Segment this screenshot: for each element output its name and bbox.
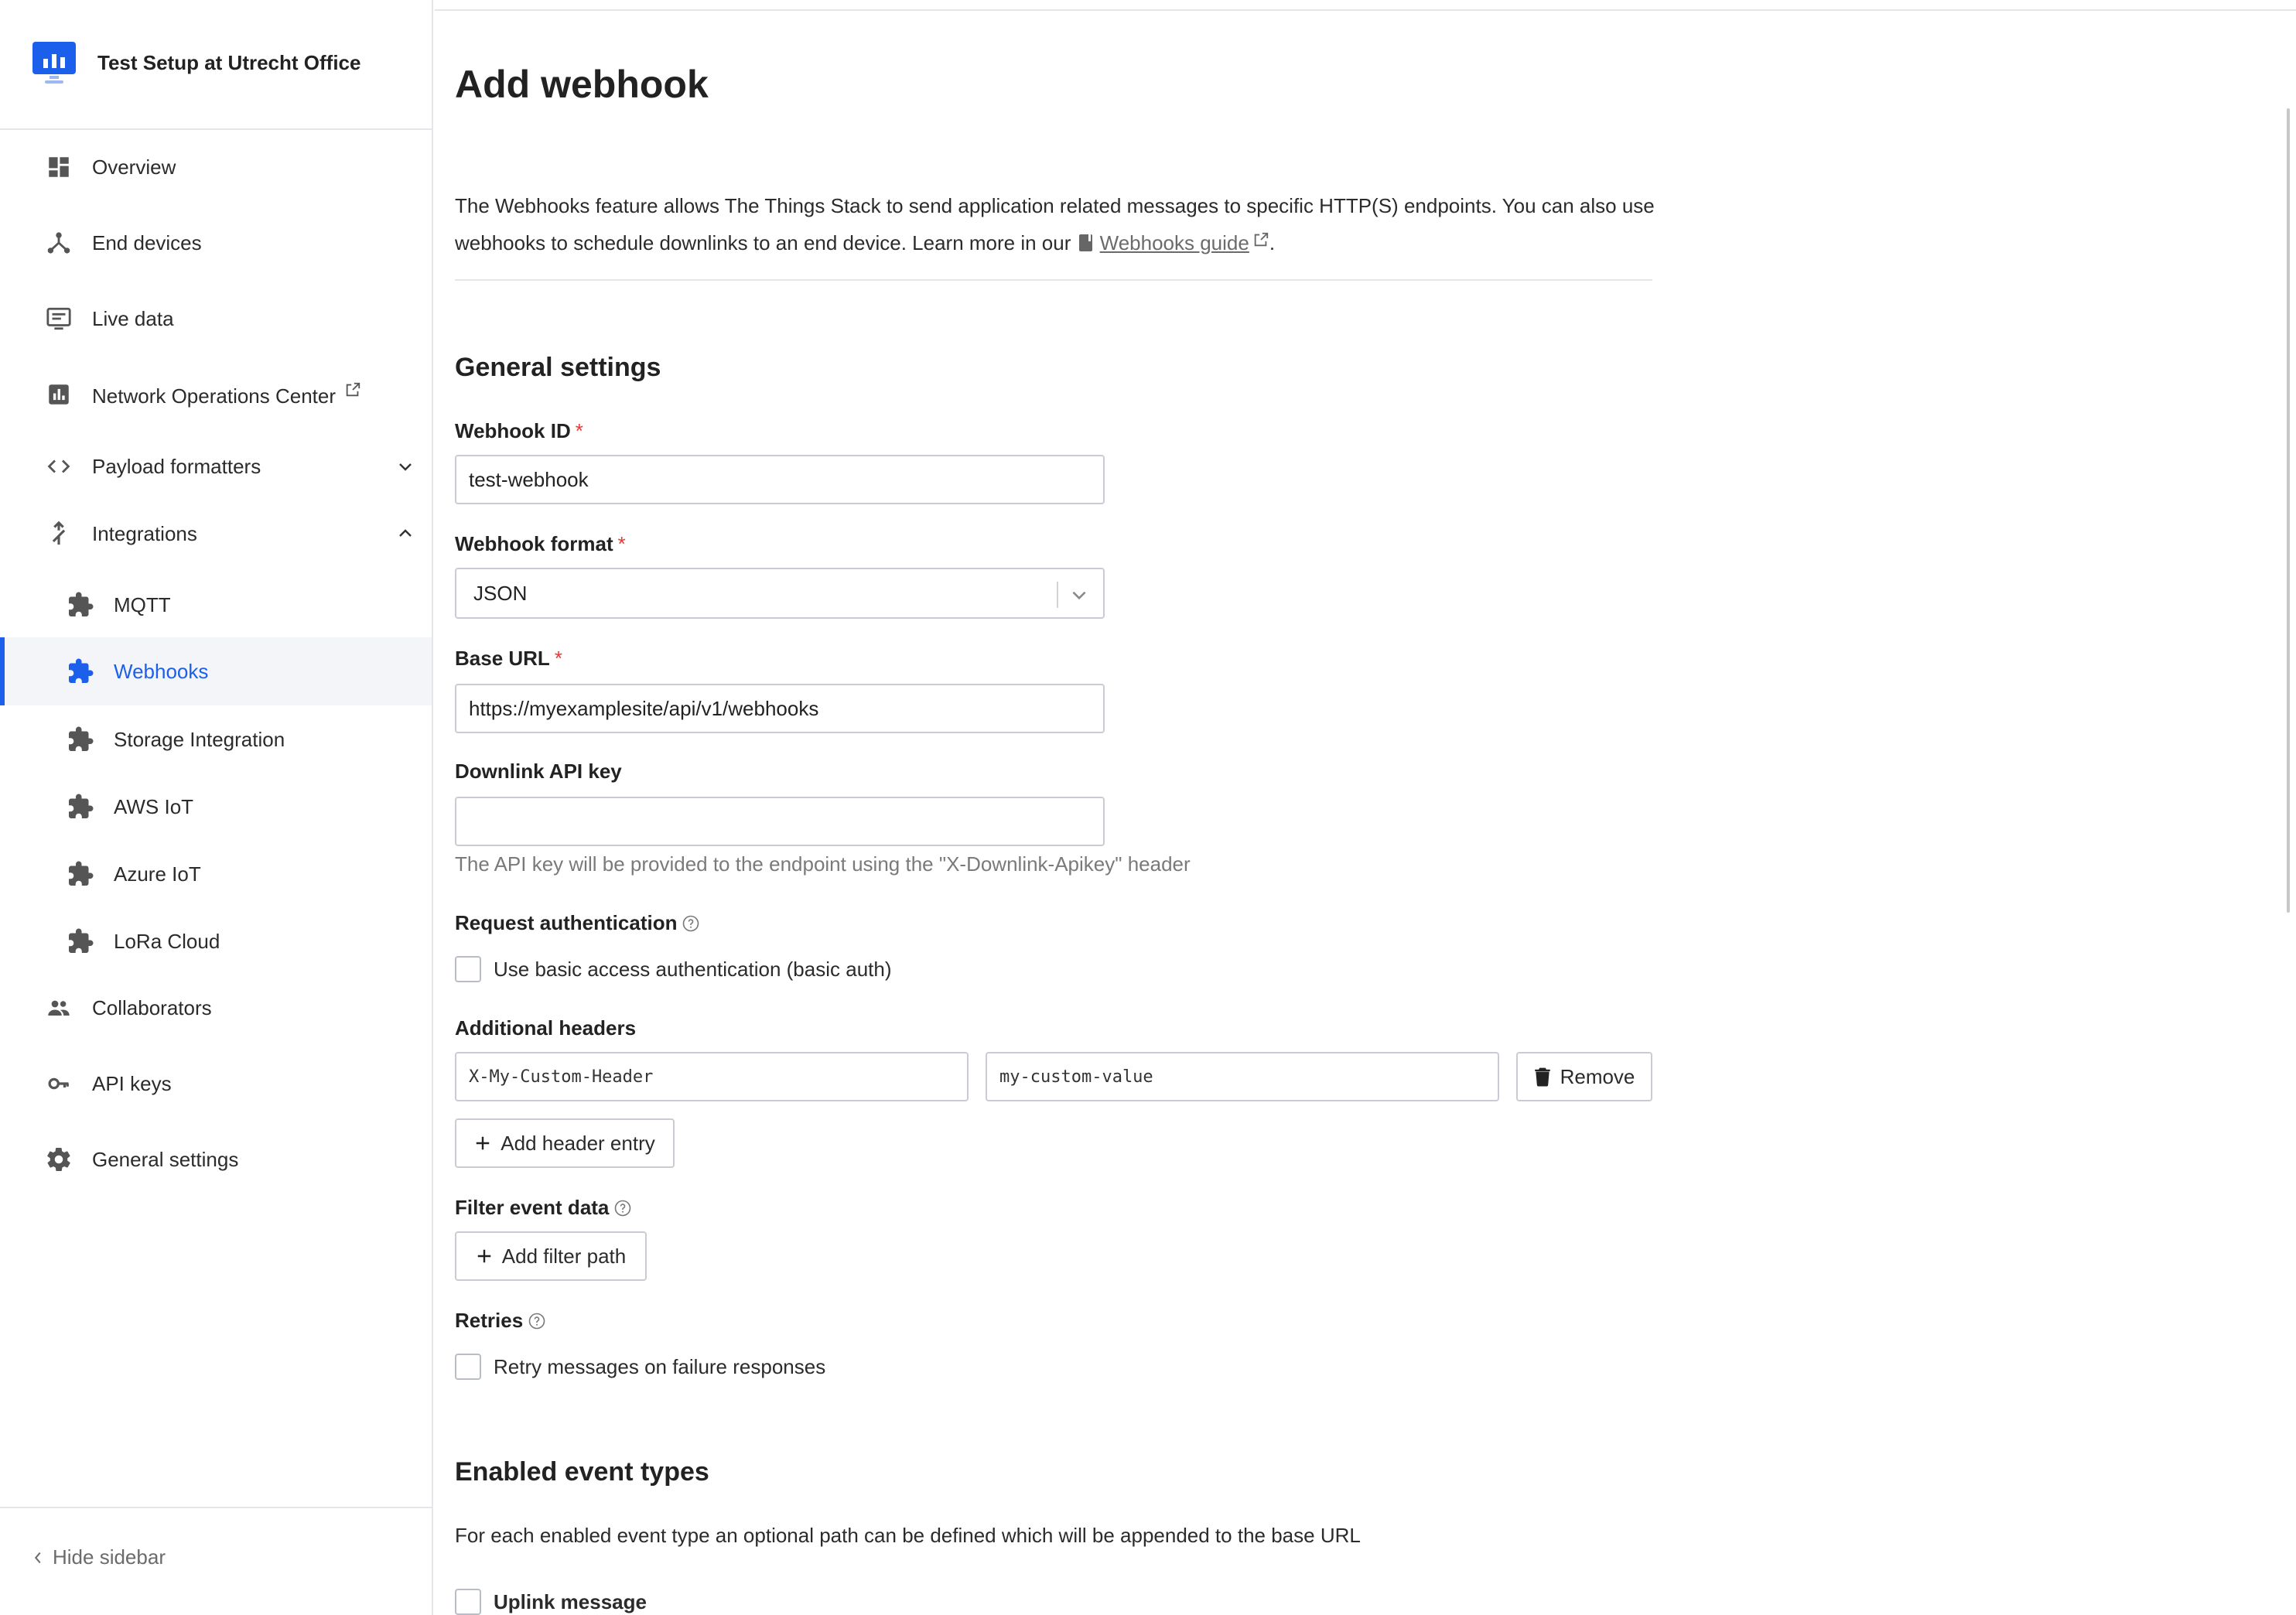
downlink-api-key-label-text: Downlink API key [455,760,622,783]
sidebar-item-label: Integrations [92,521,197,545]
application-name[interactable]: Test Setup at Utrecht Office [97,51,361,74]
puzzle-icon [65,724,96,755]
add-header-entry-label: Add header entry [501,1131,655,1155]
add-filter-path-button[interactable] [455,1231,647,1281]
required-marker: * [575,419,583,442]
downlink-api-key-input[interactable] [455,797,1105,846]
trash-icon [1534,1067,1551,1087]
sidebar-item-label: End devices [92,230,202,254]
sidebar-item-mqtt[interactable] [0,571,432,639]
base-url-label-text: Base URL [455,647,550,670]
chevron-down-icon[interactable] [395,456,416,477]
intro-end: . [1269,231,1276,254]
sidebar-item-label: Collaborators [92,995,212,1019]
sidebar-item-webhooks[interactable] [0,637,432,705]
basic-auth-checkbox[interactable] [455,956,481,982]
required-marker: * [617,532,626,555]
puzzle-icon [65,791,96,822]
webhooks-guide-link[interactable]: Webhooks guide [1099,231,1249,254]
chart-icon [43,379,74,410]
sidebar-item-aws-iot[interactable] [0,773,432,841]
downlink-api-key-hint: The API key will be provided to the endpoint using the "X-Downlink-Apikey" header [455,852,1191,876]
help-icon[interactable] [528,1312,546,1330]
additional-headers-label [455,1016,636,1040]
live-data-icon [43,303,74,334]
puzzle-icon [65,656,96,687]
webhook-id-label [455,419,583,443]
application-icon [31,40,77,85]
additional-headers-label-text: Additional headers [455,1016,637,1040]
plus-icon [474,1135,491,1152]
sidebar-item-payload-formatters[interactable] [0,432,432,500]
retries-label-text: Retries [455,1309,524,1332]
app-header [0,0,432,130]
webhook-format-value: JSON [473,581,528,605]
uplink-message-label: Uplink message [494,1589,647,1613]
sidebar-item-label: LoRa Cloud [114,929,220,953]
uplink-message-checkbox[interactable] [455,1589,481,1615]
puzzle-icon [65,859,96,889]
hide-sidebar-label: Hide sidebar [53,1545,166,1569]
overview-icon [43,152,74,183]
retries-checkbox-row[interactable] [455,1354,825,1380]
top-divider [435,9,2296,11]
sidebar-item-lora-cloud[interactable] [0,907,432,975]
request-authentication-label [455,911,700,935]
chevron-up-icon[interactable] [395,523,416,545]
sidebar-item-label: Live data [92,306,174,330]
uplink-message-checkbox-row[interactable] [455,1589,647,1615]
basic-auth-checkbox-row[interactable] [455,956,892,982]
event-types-description: For each enabled event type an optional path can be defined which will be appended to the base URL [455,1524,1361,1547]
plus-icon [476,1248,493,1265]
divider [455,279,1652,281]
downlink-api-key-label [455,760,622,784]
hide-sidebar-button[interactable] [31,1545,166,1569]
section-title-enabled-event-types: Enabled event types [455,1457,709,1487]
filter-event-data-label [455,1196,632,1220]
sidebar-item-label: Network Operations Center [92,384,337,408]
sidebar-item-end-devices[interactable] [0,209,432,277]
end-devices-icon [43,227,74,258]
chevron-down-icon [1066,582,1092,608]
add-header-entry-button[interactable] [455,1118,675,1168]
puzzle-icon [65,926,96,957]
help-icon[interactable] [682,914,700,933]
sidebar-item-overview[interactable] [0,133,432,201]
sidebar-item-label: AWS IoT [114,794,194,818]
sidebar-item-integrations[interactable] [0,500,432,568]
sidebar-item-label: Payload formatters [92,454,261,478]
retries-label [455,1309,546,1333]
sidebar-item-label: Webhooks [114,659,209,683]
book-icon [1077,233,1095,253]
sidebar-item-azure-iot[interactable] [0,840,432,908]
webhook-format-label-text: Webhook format [455,532,613,555]
base-url-input[interactable] [455,684,1105,733]
webhook-id-input[interactable] [455,455,1105,504]
external-link-icon [344,381,361,398]
sidebar-item-storage-integration[interactable] [0,705,432,773]
sidebar [0,0,433,1615]
help-icon[interactable] [613,1199,632,1217]
sidebar-item-live-data[interactable] [0,285,432,353]
request-authentication-label-text: Request authentication [455,911,678,934]
integrations-icon [43,518,74,549]
webhook-id-label-text: Webhook ID [455,419,571,442]
remove-label: Remove [1560,1064,1635,1088]
header-key-input[interactable] [455,1052,969,1101]
retries-checkbox[interactable] [455,1354,481,1380]
gear-icon [43,1144,74,1175]
people-icon [43,992,74,1023]
sidebar-item-label: MQTT [114,592,171,616]
webhook-format-label [455,532,626,556]
webhook-format-select[interactable] [455,568,1105,619]
intro-body: The Webhooks feature allows The Things Stack to send application related messages to specific HTTP(S) endpoints. You can also use webhooks to schedule downlinks to an end device. Learn more in our [455,194,1655,254]
sidebar-item-api-keys[interactable] [0,1050,432,1118]
chevron-left-icon [31,1549,45,1566]
sidebar-item-network-operations-center[interactable] [0,360,432,429]
sidebar-item-label: Storage Integration [114,727,285,751]
section-title-general-settings: General settings [455,353,661,382]
sidebar-item-label: Overview [92,155,176,179]
add-filter-path-label: Add filter path [501,1244,627,1268]
intro-text [455,187,1662,261]
key-icon [43,1068,74,1099]
scrollbar[interactable] [2287,108,2290,913]
sidebar-item-label: Azure IoT [114,862,201,886]
sidebar-item-general-settings[interactable] [0,1125,432,1193]
retries-checkbox-label: Retry messages on failure responses [494,1354,826,1378]
sidebar-footer [0,1507,432,1615]
required-marker: * [554,647,562,670]
filter-event-data-label-text: Filter event data [455,1196,610,1219]
sidebar-item-collaborators[interactable] [0,974,432,1042]
code-icon [43,451,74,482]
sidebar-item-label: General settings [92,1147,239,1171]
sidebar-item-label: API keys [92,1071,172,1095]
external-link-icon [1252,231,1269,248]
page-title: Add webhook [455,63,709,106]
base-url-label [455,647,562,671]
header-value-input[interactable] [986,1052,1499,1101]
select-separator [1057,582,1058,608]
remove-header-button[interactable] [1516,1052,1652,1101]
puzzle-icon [65,589,96,620]
sidebar-item-label-wrap [92,381,361,408]
basic-auth-checkbox-label: Use basic access authentication (basic auth) [494,957,892,981]
